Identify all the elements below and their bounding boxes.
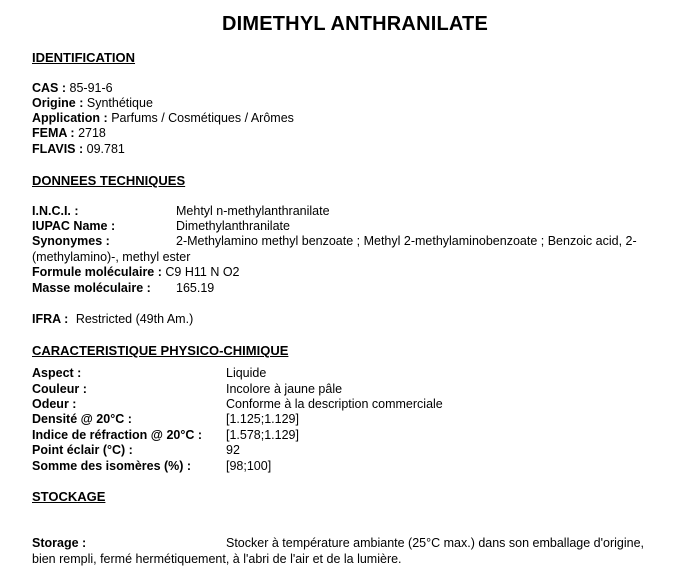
- couleur-label: Couleur :: [32, 382, 87, 396]
- section-heading-identification: IDENTIFICATION: [32, 50, 136, 65]
- storage-block: [32, 536, 678, 567]
- densite-label: Densité @ 20°C :: [32, 412, 132, 426]
- masse-label: Masse moléculaire :: [32, 281, 151, 295]
- isomeres-label: Somme des isomères (%) :: [32, 459, 192, 473]
- cas-value: 85-91-6: [69, 81, 113, 95]
- iupac-label: IUPAC Name :: [32, 219, 116, 233]
- section-heading-technical: DONNEES TECHNIQUES: [32, 173, 186, 188]
- inci-label: I.N.C.I. :: [32, 204, 79, 218]
- cas-line: [32, 81, 113, 97]
- fema-value: 2718: [78, 126, 106, 140]
- storage-first-line: [32, 536, 678, 552]
- masse-value: 165.19: [176, 281, 215, 295]
- flavis-value: 09.781: [86, 142, 125, 156]
- ifra-value: Restricted (49th Am.): [75, 312, 194, 326]
- synonymes-value-line1: 2-Methylamino methyl benzoate ; Methyl 2-methylaminobenzoate ; Benzoic acid, 2-: [176, 234, 637, 248]
- synonymes-first-line: [32, 234, 678, 250]
- flavis-line: [32, 142, 125, 158]
- application-value: Parfums / Cosmétiques / Arômes: [111, 111, 294, 125]
- synonymes-block: [32, 234, 678, 265]
- point-eclair-value: 92: [226, 443, 240, 457]
- flavis-label: FLAVIS :: [32, 142, 84, 156]
- aspect-value: Liquide: [226, 366, 267, 380]
- iupac-value: Dimethylanthranilate: [176, 219, 290, 233]
- isomeres-value: [98;100]: [226, 459, 272, 473]
- synonymes-label: Synonymes :: [32, 234, 110, 248]
- fema-label: FEMA :: [32, 126, 75, 140]
- application-line: [32, 111, 294, 127]
- storage-value-line1: Stocker à température ambiante (25°C max.) dans son emballage d'origine,: [226, 536, 645, 550]
- cas-label: CAS :: [32, 81, 67, 95]
- ifra-label: IFRA :: [32, 312, 69, 326]
- couleur-value: Incolore à jaune pâle: [226, 382, 343, 396]
- origine-value: Synthétique: [86, 96, 153, 110]
- fema-line: [32, 126, 106, 142]
- origine-label: Origine :: [32, 96, 84, 110]
- odeur-label: Odeur :: [32, 397, 77, 411]
- odeur-value: Conforme à la description commerciale: [226, 397, 443, 411]
- synonymes-value-line2: (methylamino)-, methyl ester: [32, 249, 191, 264]
- ifra-line: [32, 312, 193, 328]
- densite-value: [1.125;1.129]: [226, 412, 299, 426]
- formule-label: Formule moléculaire :: [32, 265, 162, 279]
- aspect-label: Aspect :: [32, 366, 82, 380]
- point-eclair-label: Point éclair (°C) :: [32, 443, 133, 457]
- storage-value-line2: bien rempli, fermé hermétiquement, à l'abri de l'air et de la lumière.: [32, 551, 402, 566]
- formule-line: [32, 265, 240, 281]
- refraction-value: [1.578;1.129]: [226, 428, 299, 442]
- document-title: DIMETHYL ANTHRANILATE: [221, 13, 489, 35]
- formule-value: C9 H11 N O2: [165, 265, 240, 279]
- section-heading-stockage: STOCKAGE: [32, 489, 106, 504]
- origine-line: [32, 96, 153, 112]
- section-heading-physico: CARACTERISTIQUE PHYSICO-CHIMIQUE: [32, 343, 289, 358]
- application-label: Application :: [32, 111, 108, 125]
- storage-label: Storage :: [32, 536, 87, 550]
- refraction-label: Indice de réfraction @ 20°C :: [32, 428, 203, 442]
- inci-value: Mehtyl n-methylanthranilate: [176, 204, 330, 218]
